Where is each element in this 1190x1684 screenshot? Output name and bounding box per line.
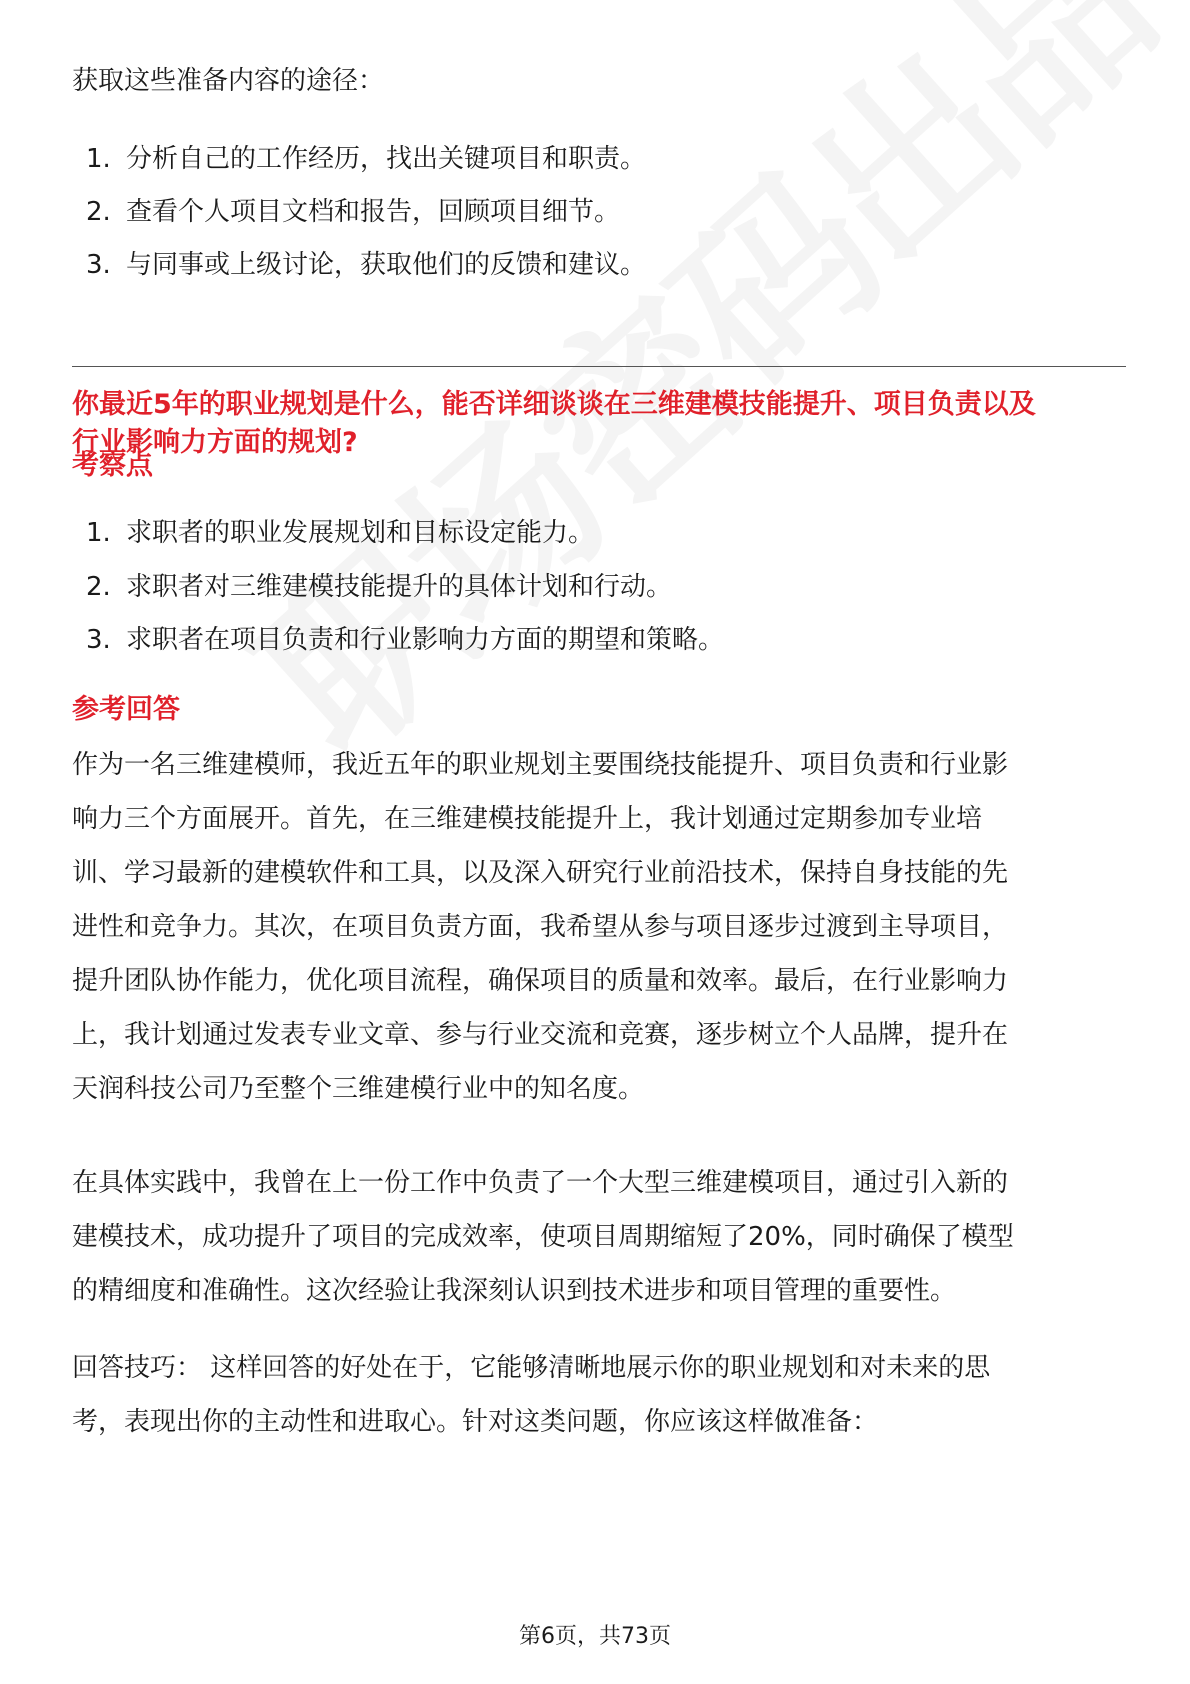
- list-number: 3.: [86, 250, 111, 280]
- list-text: 求职者对三维建模技能提升的具体计划和行动。: [126, 572, 673, 602]
- list-text: 求职者的职业发展规划和目标设定能力。: [126, 518, 595, 548]
- paragraph-line: 考，表现出你的主动性和进取心。针对这类问题，你应该这样做准备：: [72, 1407, 879, 1437]
- paragraph-line: 的精细度和准确性。这次经验让我深刻认识到技术进步和项目管理的重要性。: [72, 1276, 957, 1306]
- paragraph-line: 响力三个方面展开。首先，在三维建模技能提升上，我计划通过定期参加专业培: [72, 804, 983, 834]
- list-number: 2.: [86, 572, 111, 602]
- paragraph-line: 天润科技公司乃至整个三维建模行业中的知名度。: [72, 1074, 645, 1104]
- paragraph-line: 上，我计划通过发表专业文章、参与行业交流和竞赛，逐步树立个人品牌，提升在: [72, 1020, 1009, 1050]
- list-text: 求职者在项目负责和行业影响力方面的期望和策略。: [126, 625, 725, 655]
- list-number: 1.: [86, 144, 111, 174]
- list-number: 1.: [86, 518, 111, 548]
- list-text: 与同事或上级讨论，获取他们的反馈和建议。: [126, 250, 647, 280]
- question-line: 行业影响力方面的规划?: [72, 427, 358, 458]
- paragraph-line: 建模技术，成功提升了项目的完成效率，使项目周期缩短了20%，同时确保了模型: [72, 1222, 1014, 1252]
- inspect-title: 考察点: [72, 450, 153, 481]
- answer-title: 参考回答: [72, 694, 180, 725]
- paragraph-line: 作为一名三维建模师，我近五年的职业规划主要围绕技能提升、项目负责和行业影: [72, 750, 1009, 780]
- paragraph-line: 在具体实践中，我曾在上一份工作中负责了一个大型三维建模项目，通过引入新的: [72, 1168, 1009, 1198]
- paragraph-line: 回答技巧： 这样回答的好处在于，它能够清晰地展示你的职业规划和对未来的思: [72, 1353, 991, 1383]
- list-item: [86, 572, 672, 602]
- answer-paragraph: [72, 1156, 1132, 1318]
- paragraph-line: 训、学习最新的建模软件和工具，以及深入研究行业前沿技术，保持自身技能的先: [72, 858, 1009, 888]
- paragraph-line: 提升团队协作能力，优化项目流程，确保项目的质量和效率。最后，在行业影响力: [72, 966, 1009, 996]
- answer-paragraph: [72, 738, 1132, 1116]
- list-text: 分析自己的工作经历，找出关键项目和职责。: [126, 144, 647, 174]
- question-line: 你最近5年的职业规划是什么，能否详细谈谈在三维建模技能提升、项目负责以及: [72, 389, 1036, 420]
- list-number: 3.: [86, 625, 111, 655]
- list-number: 2.: [86, 197, 111, 227]
- question-heading: [72, 386, 1132, 462]
- list-text: 查看个人项目文档和报告，回顾项目细节。: [126, 197, 621, 227]
- list-item: [86, 144, 646, 174]
- tips-paragraph: [72, 1341, 1132, 1449]
- section-divider: [72, 366, 1126, 367]
- list-item: [86, 197, 620, 227]
- intro-text: 获取这些准备内容的途径：: [72, 66, 385, 96]
- page-number: 第6页，共73页: [519, 1624, 671, 1649]
- list-item: [86, 250, 646, 280]
- paragraph-line: 进性和竞争力。其次，在项目负责方面，我希望从参与项目逐步过渡到主导项目，: [72, 912, 1009, 942]
- list-item: [86, 625, 724, 655]
- list-item: [86, 518, 594, 548]
